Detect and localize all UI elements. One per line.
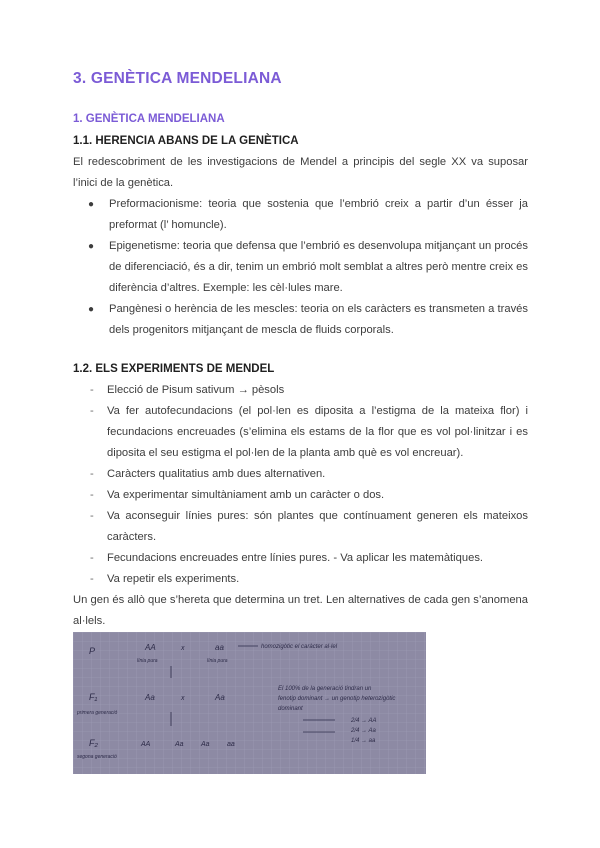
list-item: - Caràcters qualitatius amb dues alternativen. xyxy=(91,464,528,485)
note-p: P xyxy=(89,646,96,656)
note-f1: F₁ xyxy=(89,692,98,702)
section-heading: 1. GENÈTICA MENDELIANA xyxy=(73,113,225,125)
note-text: Aa xyxy=(175,741,184,748)
bullet-icon: ● xyxy=(88,304,95,315)
dash-icon: - xyxy=(90,510,94,522)
notes-drawing xyxy=(73,632,426,774)
dash-icon: - xyxy=(90,384,94,396)
note-text: El 100% de la generació tindran un xyxy=(278,686,372,692)
note-text: homozigòtic el caràcter al·lel xyxy=(261,644,338,650)
bullet-item: ● Epigenetisme: teoria que defensa que l’embrió es desenvolupa mitjançant un procés de diferenciació, és a dir, tenim un embrió molt semblat a altres però mentre creix es diferència d’altres. Exemple: les cèl·lules mare. xyxy=(91,236,528,299)
note-text: x xyxy=(181,695,185,702)
list-item: - Va fer autofecundacions (el pol·len es diposita a l’estigma de la mateixa flor) i fecundacions encreuades (s’elimina els estams de la flor que es vol pol·linitzar i es diposita el seu estigma el pol·len de la planta amb què es vol encreuar). xyxy=(91,401,528,464)
dash-icon: - xyxy=(90,405,94,417)
note-text: primera generació xyxy=(77,710,118,716)
list-item: - Elecció de Pisum sativum → pèsols xyxy=(91,380,528,401)
dash-icon: - xyxy=(90,489,94,501)
bullet-item: ● Pangènesi o herència de les mescles: teoria on els caràcters es transmeten a través dels progenitors mitjançant de mescla de fluids corporals. xyxy=(91,299,528,341)
intro-paragraph: El redescobriment de les investigacions de Mendel a principis del segle XX va suposar l’inici de la genètica. xyxy=(73,156,528,189)
note-text: 2/4 → Aa xyxy=(351,728,376,734)
note-text: aa xyxy=(215,643,224,652)
note-text: segona generació xyxy=(77,754,117,760)
dash-icon: - xyxy=(90,573,94,585)
page-title: 3. GENÈTICA MENDELIANA xyxy=(73,70,282,87)
note-text: 1/4 → aa xyxy=(351,738,376,744)
dash-icon: - xyxy=(90,552,94,564)
list-item: - Fecundacions encreuades entre línies pures. - Va aplicar les matemàtiques. xyxy=(91,548,528,569)
bullet-icon: ● xyxy=(88,241,95,252)
note-text: x xyxy=(181,645,185,652)
list-item: - Va experimentar simultàniament amb un caràcter o dos. xyxy=(91,485,528,506)
note-text: Aa xyxy=(145,693,155,702)
subsection-heading-1-2: 1.2. ELS EXPERIMENTS DE MENDEL xyxy=(73,363,275,375)
closing-paragraph: Un gen és allò que s’hereta que determina un tret. Len alternatives de cada gen s’anomena al·lels. xyxy=(73,594,528,627)
note-text: dominant xyxy=(278,706,303,712)
dash-icon: - xyxy=(90,468,94,480)
note-text: línia pura xyxy=(207,658,228,664)
bullet-icon: ● xyxy=(88,199,95,210)
note-text: AA xyxy=(141,741,151,748)
handwritten-notes-image xyxy=(73,632,426,774)
note-f2: F₂ xyxy=(89,738,98,748)
note-text: 2/4 → AA xyxy=(351,718,377,724)
note-text: Aa xyxy=(215,693,225,702)
subsection-heading-1-1: 1.1. HERENCIA ABANS DE LA GENÈTICA xyxy=(73,135,299,147)
note-text: Aa xyxy=(201,741,210,748)
note-text: AA xyxy=(145,643,156,652)
list-item: - Va aconseguir línies pures: són plantes que contínuament generen els mateixos caràcters. xyxy=(91,506,528,548)
bullet-item: ● Preformacionisme: teoria que sostenia que l’embrió creix a partir d’un ésser ja preformat (l’ homuncle). xyxy=(91,194,528,236)
note-text: línia pura xyxy=(137,658,158,664)
note-text: aa xyxy=(227,741,235,748)
list-item: - Va repetir els experiments. xyxy=(91,569,528,590)
note-text: fenotip dominant → un genotip heterozigòtic xyxy=(278,696,396,702)
